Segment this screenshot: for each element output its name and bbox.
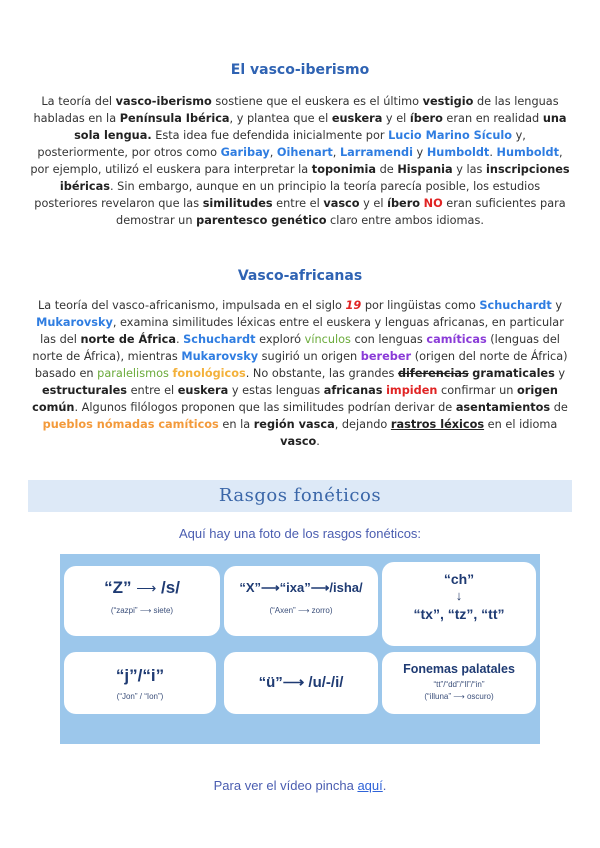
card-x-to-isha: “X”⟶“ixa”⟶/isha/ (“Axen” ⟶ zorro): [224, 566, 378, 636]
card-ch: “ch” ↓ “tx”, “tz”, “tt”: [382, 562, 536, 646]
video-line: Para ver el vídeo pincha aquí.: [213, 778, 387, 793]
paragraph-vasco-iberismo: La teoría del vasco-iberismo sostiene que el euskera es el último vestigio de las lenguas habladas en la Península Ibérica, y plantea que el euskera y el íbero eran en realidad una sola lengua. Esta idea fue defendida inicialmente por Lucio Marino Sículo y, posteriormente, por otros como Garibay, Oihenart, Larramendi y Humboldt. Humboldt, por ejemplo, utilizó el euskera para interpretar la toponimia de Hispania y las inscripciones ibéricas. Sin embargo, aunque en un principio la teoría parecía posible, los estudios posteriores revelaron que las similitudes entre el vasco y el íbero NO eran suficientes para demostrar un parentesco genético claro entre ambos idiomas.: [30, 95, 570, 227]
photo-caption: Aquí hay una foto de los rasgos fonéticos:: [178, 526, 422, 541]
arrow-right-icon: ⟶: [453, 692, 465, 701]
name-garibay: Garibay: [220, 146, 270, 159]
section-title-vasco-africanas: Vasco-africanas: [237, 268, 363, 284]
video-link[interactable]: aquí: [357, 778, 383, 793]
name-oihenart: Oihenart: [276, 146, 333, 159]
card-u-dieresis: “ü”⟶ /u/-/i/: [224, 652, 378, 714]
name-schuchardt: Schuchardt: [479, 299, 552, 312]
century-number: 19: [345, 299, 362, 312]
arrow-right-icon: ⟶: [297, 606, 310, 615]
name-lucio-marino-siculo: Lucio Marino Sículo: [388, 129, 513, 142]
arrow-right-icon: ⟶: [136, 580, 157, 596]
section-title-vasco-iberismo: El vasco-iberismo: [230, 62, 370, 78]
name-larramendi: Larramendi: [339, 146, 413, 159]
arrow-right-icon: ⟶: [139, 606, 152, 615]
section-band: [28, 480, 572, 512]
section-title-rasgos-foneticos: Rasgos fonéticos: [218, 485, 382, 506]
name-mukarovsky: Mukarovsky: [36, 316, 113, 329]
card-j-i: “j”/“i” (“Jon” / “Ion”): [64, 652, 216, 714]
emphasis-no: NO: [423, 197, 443, 210]
name-schuchardt-2: Schuchardt: [183, 333, 256, 346]
paragraph-vasco-africanas: La teoría del vasco-africanismo, impulsada en el siglo 19 por lingüistas como Schuchardt y Mukarovsky, examina similitudes léxicas entre el euskera y lenguas africanas, en particular las del norte de África. Schuchardt exploró vínculos con lenguas camíticas (lenguas del norte de África), mientras Mukarovsky sugirió un origen bereber (origen del norte de África) basado en paralelismos fonológicos. No obstante, las grandes diferencias gramaticales y estructurales entre el euskera y estas lenguas africanas impiden confirmar un origen común. Algunos filólogos proponen que las similitudes podrían derivar de asentamientos de pueblos nómadas camíticos en la región vasca, dejando rastros léxicos en el idioma vasco.: [32, 299, 568, 448]
card-fonemas-palatales: Fonemas palatales “tt”/“dd”/“ll”/“in” (“illuna” ⟶ oscuro): [382, 652, 536, 714]
arrow-down-icon: ↓: [455, 588, 463, 603]
name-humboldt-2: Humboldt: [496, 146, 559, 159]
phonetic-features-photo: [60, 554, 540, 744]
name-humboldt: Humboldt: [426, 146, 490, 159]
card-z-to-s: “Z” ⟶ /s/ (“zazpi” ⟶ siete): [64, 566, 220, 636]
name-mukarovsky-2: Mukarovsky: [181, 350, 259, 363]
